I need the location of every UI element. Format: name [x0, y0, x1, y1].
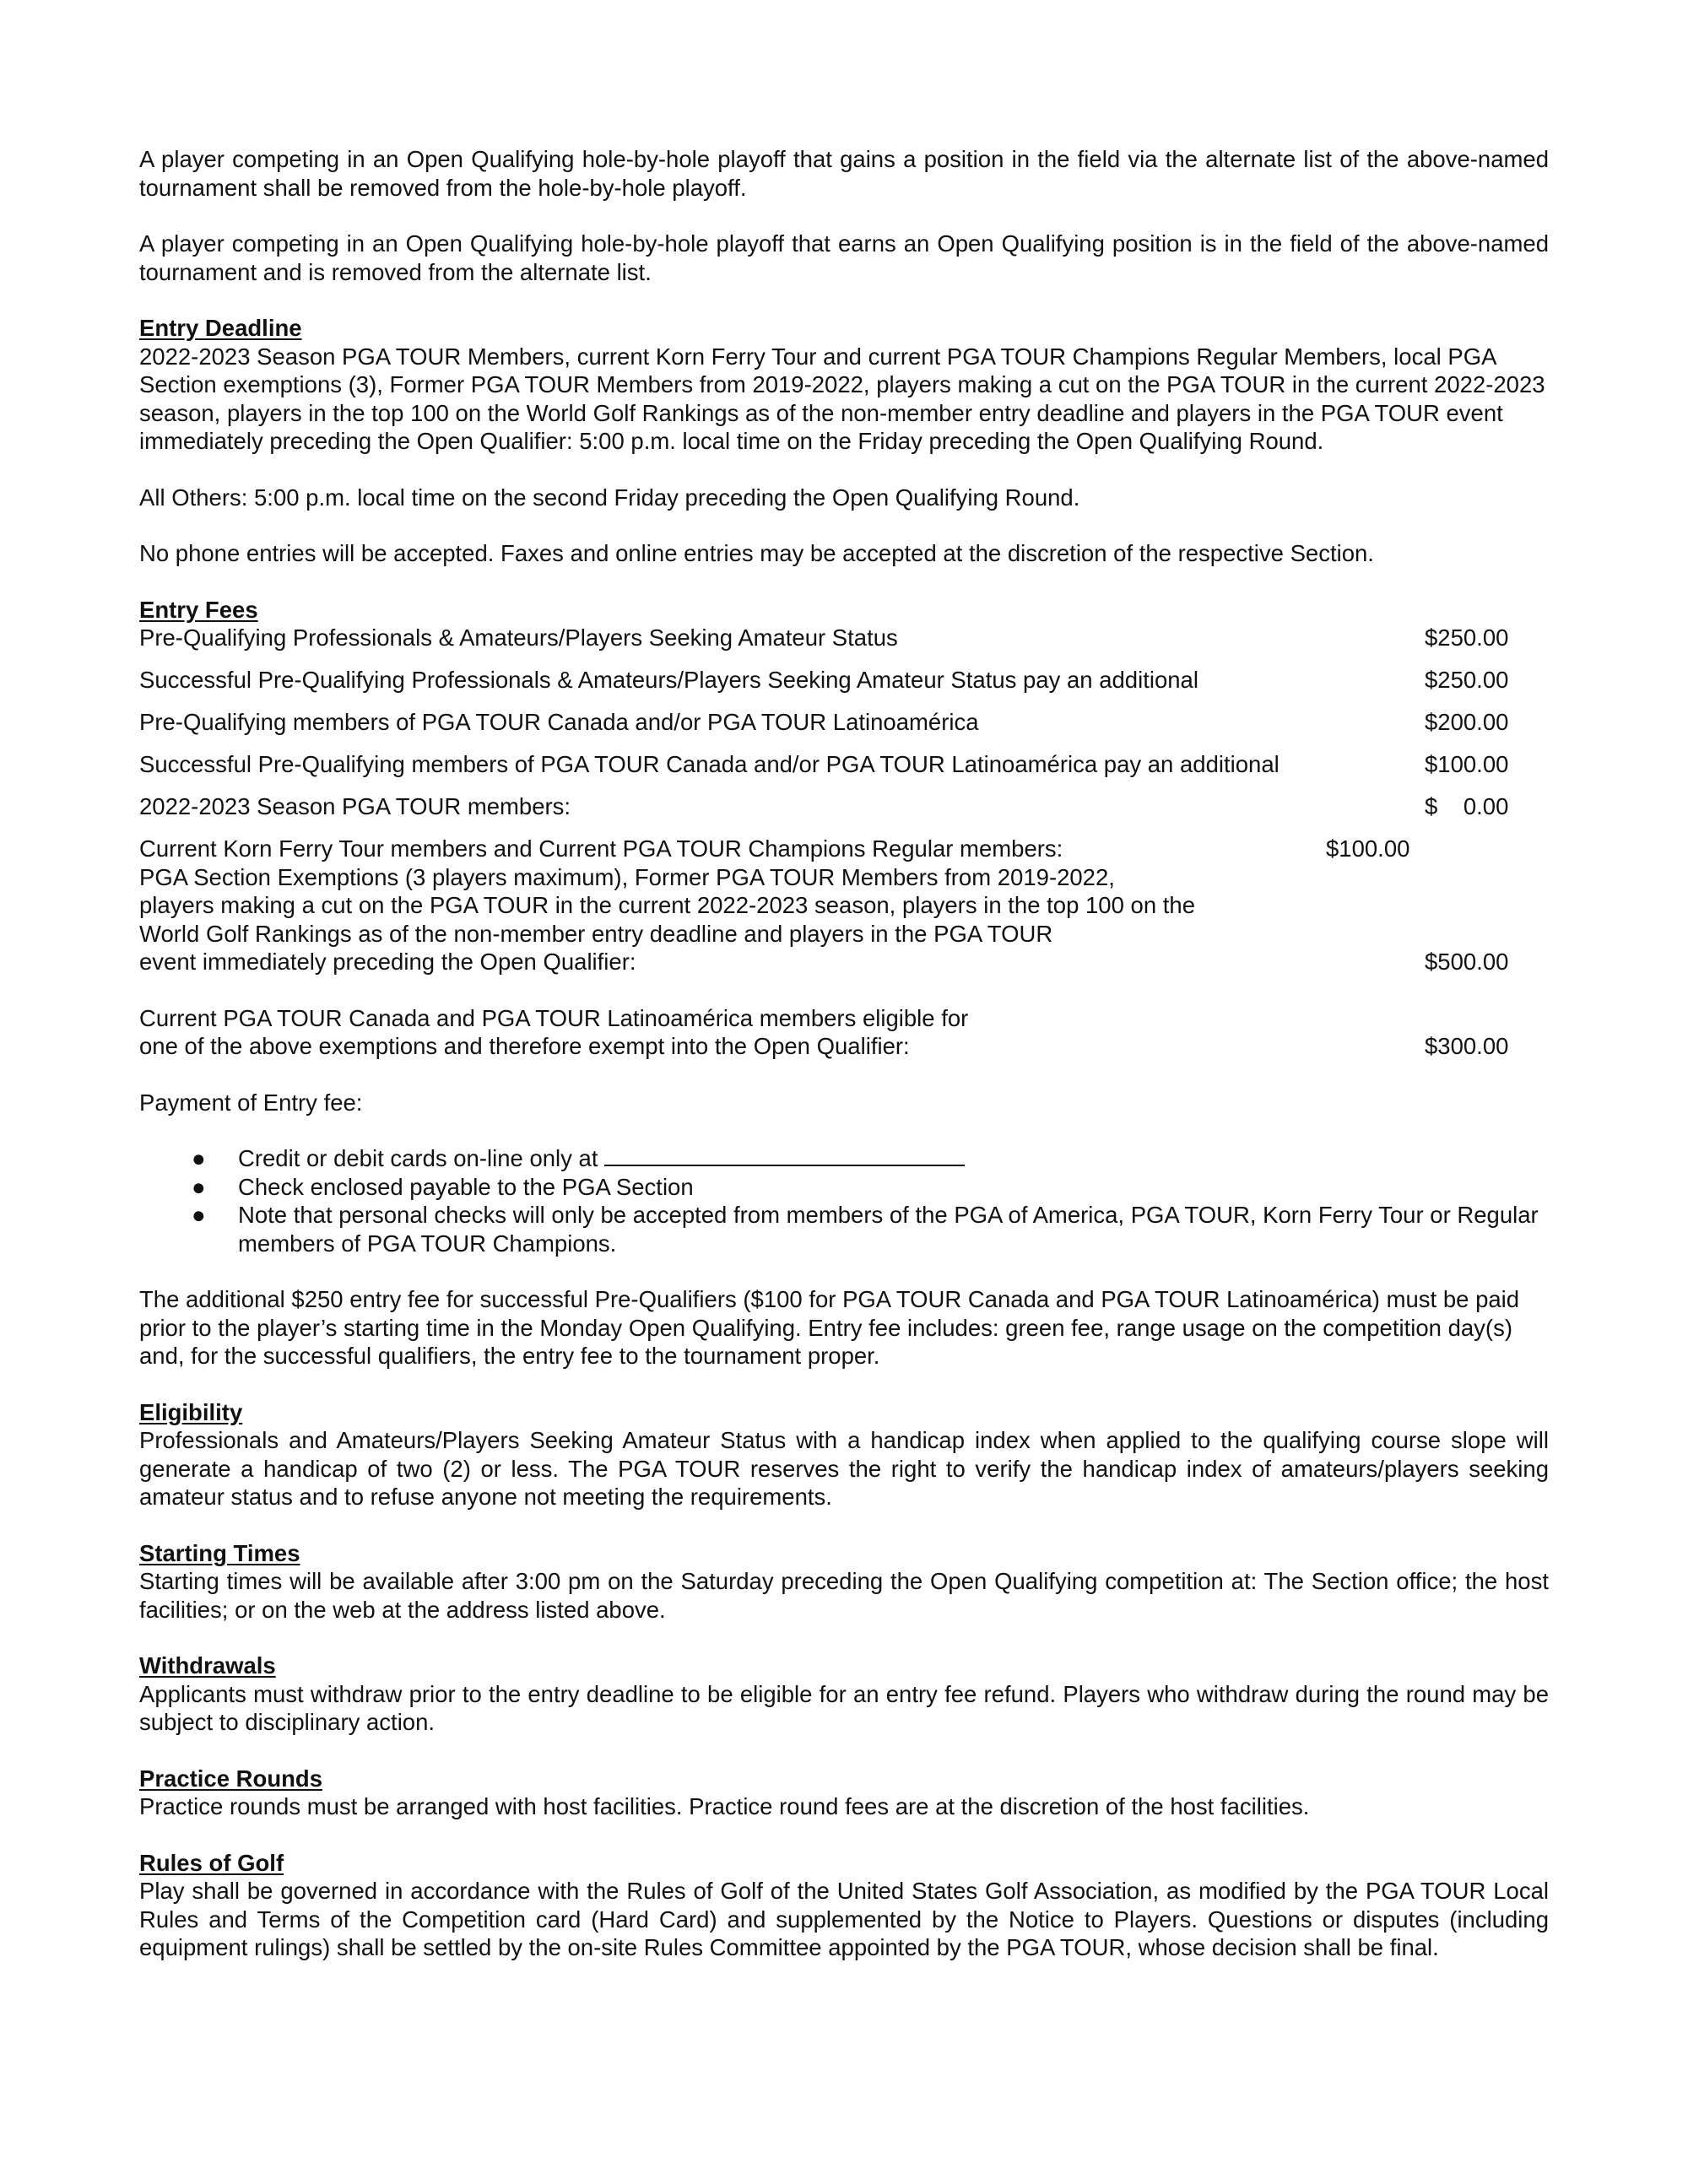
practice-rounds-section — [139, 1765, 1549, 1821]
starting-times-section — [139, 1539, 1549, 1624]
fee-amount: $200.00 — [1425, 709, 1509, 735]
payment-note: The additional $250 entry fee for successful Pre-Qualifiers ($100 for PGA TOUR Canada and PGA TOUR Latinoamérica) must be paid prior to the player’s starting time in the Monday Open Qualifying. Entry fee includes: green fee, range usage on the competition day(s) and, for the successful qualifiers, the entry fee to the tournament proper. — [139, 1286, 1520, 1369]
entry-deadline-paragraph-2: All Others: 5:00 p.m. local time on the second Friday preceding the Open Qualifying Round. — [139, 484, 1080, 511]
bullet-icon: ● — [192, 1202, 206, 1228]
entry-fees-section — [139, 596, 1549, 1061]
url-blank-line — [604, 1144, 965, 1166]
eligibility-heading: Eligibility — [139, 1398, 243, 1425]
fee-row — [139, 750, 1549, 779]
entry-fees-heading: Entry Fees — [139, 596, 258, 623]
fee-row — [139, 666, 1549, 695]
fee-label: Pre-Qualifying members of PGA TOUR Canada and/or PGA TOUR Latinoamérica — [139, 709, 979, 735]
entry-deadline-paragraph-3: No phone entries will be accepted. Faxes and online entries may be accepted at the discretion of the respective Section. — [139, 540, 1374, 566]
canada-label-line: Current PGA TOUR Canada and PGA TOUR Latinoamérica members eligible for — [139, 1004, 969, 1031]
eligibility-section — [139, 1398, 1549, 1511]
payment-options-list — [139, 1144, 1549, 1257]
entry-deadline-heading: Entry Deadline — [139, 315, 302, 341]
payment-option-text: Note that personal checks will only be accepted from members of the PGA of America, PGA TOUR, Korn Ferry Tour or Regular members of PGA TOUR Champions. — [238, 1202, 1539, 1257]
fee-block-exemptions — [139, 835, 1549, 976]
fee-label: 2022-2023 Season PGA TOUR members: — [139, 793, 571, 819]
rules-of-golf-heading: Rules of Golf — [139, 1849, 284, 1876]
exemptions-label-line: PGA Section Exemptions (3 players maximum), Former PGA TOUR Members from 2019-2022, — [139, 863, 1115, 890]
fee-amount: $250.00 — [1425, 667, 1509, 693]
exemptions-label-line: World Golf Rankings as of the non-member entry deadline and players in the PGA TOUR — [139, 920, 1053, 947]
exemptions-label-line: players making a cut on the PGA TOUR in the current 2022-2023 season, players in the top 100 on the — [139, 892, 1195, 918]
bullet-icon: ● — [192, 1145, 206, 1171]
exemptions-fee-amount: $500.00 — [1425, 949, 1509, 975]
payment-label: Payment of Entry fee: — [139, 1089, 363, 1116]
fee-label: Successful Pre-Qualifying Professionals & Amateurs/Players Seeking Amateur Status pay an additional — [139, 667, 1198, 693]
fee-label: Pre-Qualifying Professionals & Amateurs/Players Seeking Amateur Status — [139, 624, 898, 651]
korn-ferry-fee-label: Current Korn Ferry Tour members and Current PGA TOUR Champions Regular members: — [139, 835, 1063, 862]
intro-paragraph-2: A player competing in an Open Qualifying hole-by-hole playoff that earns an Open Qualifying position is in the field of the above-named tournament and is removed from the alternate list. — [139, 230, 1549, 285]
withdrawals-heading: Withdrawals — [139, 1652, 276, 1679]
payment-option-text: Check enclosed payable to the PGA Section — [238, 1173, 694, 1200]
fee-block-canada — [139, 1004, 1549, 1061]
exemptions-label-line: event immediately preceding the Open Qualifier: — [139, 949, 636, 975]
withdrawals-text: Applicants must withdraw prior to the entry deadline to be eligible for an entry fee refund. Players who withdraw during the round may be subject to disciplinary action. — [139, 1680, 1549, 1735]
entry-deadline-section — [139, 314, 1549, 568]
entry-deadline-paragraph-1: 2022-2023 Season PGA TOUR Members, current Korn Ferry Tour and current PGA TOUR Champions Regular Members, local PGA Section exemptions (3), Former PGA TOUR Members from 2019-2022, players making a cut on the PGA TOUR in the current 2022-2023 season, players in the top 100 on the World Golf Rankings as of the non-member entry deadline and players in the PGA TOUR event immediately preceding the Open Qualifier: 5:00 p.m. local time on the Friday preceding the Open Qualifying Round. — [139, 343, 1545, 454]
canada-label-line: one of the above exemptions and therefore exempt into the Open Qualifier: — [139, 1033, 910, 1059]
fee-amount: $250.00 — [1425, 624, 1509, 651]
fee-row — [139, 708, 1549, 737]
practice-rounds-text: Practice rounds must be arranged with host facilities. Practice round fees are at the discretion of the host facilities. — [139, 1793, 1310, 1819]
korn-ferry-fee-amount: $100.00 — [1326, 835, 1410, 862]
practice-rounds-heading: Practice Rounds — [139, 1765, 323, 1792]
rules-of-golf-text: Play shall be governed in accordance with the Rules of Golf of the United States Golf Association, as modified by the PGA TOUR Local Rules and Terms of the Competition card (Hard Card) and supplemented by the Notice to Players. Questions or disputes (including equipment rulings) shall be settled by the on-site Rules Committee appointed by the PGA TOUR, whose decision shall be final. — [139, 1878, 1549, 1960]
document-page — [139, 145, 1549, 1962]
list-item — [139, 1144, 1549, 1173]
fee-row — [139, 792, 1549, 821]
starting-times-heading: Starting Times — [139, 1539, 300, 1566]
intro-paragraph-1: A player competing in an Open Qualifying hole-by-hole playoff that gains a position in the field via the alternate list of the above-named tournament shall be removed from the hole-by-hole playoff. — [139, 146, 1549, 201]
list-item — [139, 1201, 1549, 1257]
canada-fee-amount: $300.00 — [1425, 1033, 1509, 1059]
payment-option-text: Credit or debit cards on-line only at — [238, 1145, 605, 1171]
fee-amount: $100.00 — [1425, 751, 1509, 777]
fee-label: Successful Pre-Qualifying members of PGA TOUR Canada and/or PGA TOUR Latinoamérica pay an additional — [139, 751, 1280, 777]
rules-of-golf-section — [139, 1849, 1549, 1962]
withdrawals-section — [139, 1652, 1549, 1737]
starting-times-text: Starting times will be available after 3:00 pm on the Saturday preceding the Open Qualifying competition at: The Section office; the host facilities; or on the web at the address listed above. — [139, 1568, 1549, 1623]
eligibility-text: Professionals and Amateurs/Players Seeking Amateur Status with a handicap index when applied to the qualifying course slope will generate a handicap of two (2) or less. The PGA TOUR reserves the right to verify the handicap index of amateurs/players seeking amateur status and to refuse anyone not meeting the requirements. — [139, 1427, 1549, 1510]
list-item — [139, 1173, 1549, 1202]
fee-amount: $ 0.00 — [1425, 793, 1509, 819]
payment-section — [139, 1089, 1549, 1370]
bullet-icon: ● — [192, 1173, 206, 1200]
fee-row — [139, 624, 1549, 652]
